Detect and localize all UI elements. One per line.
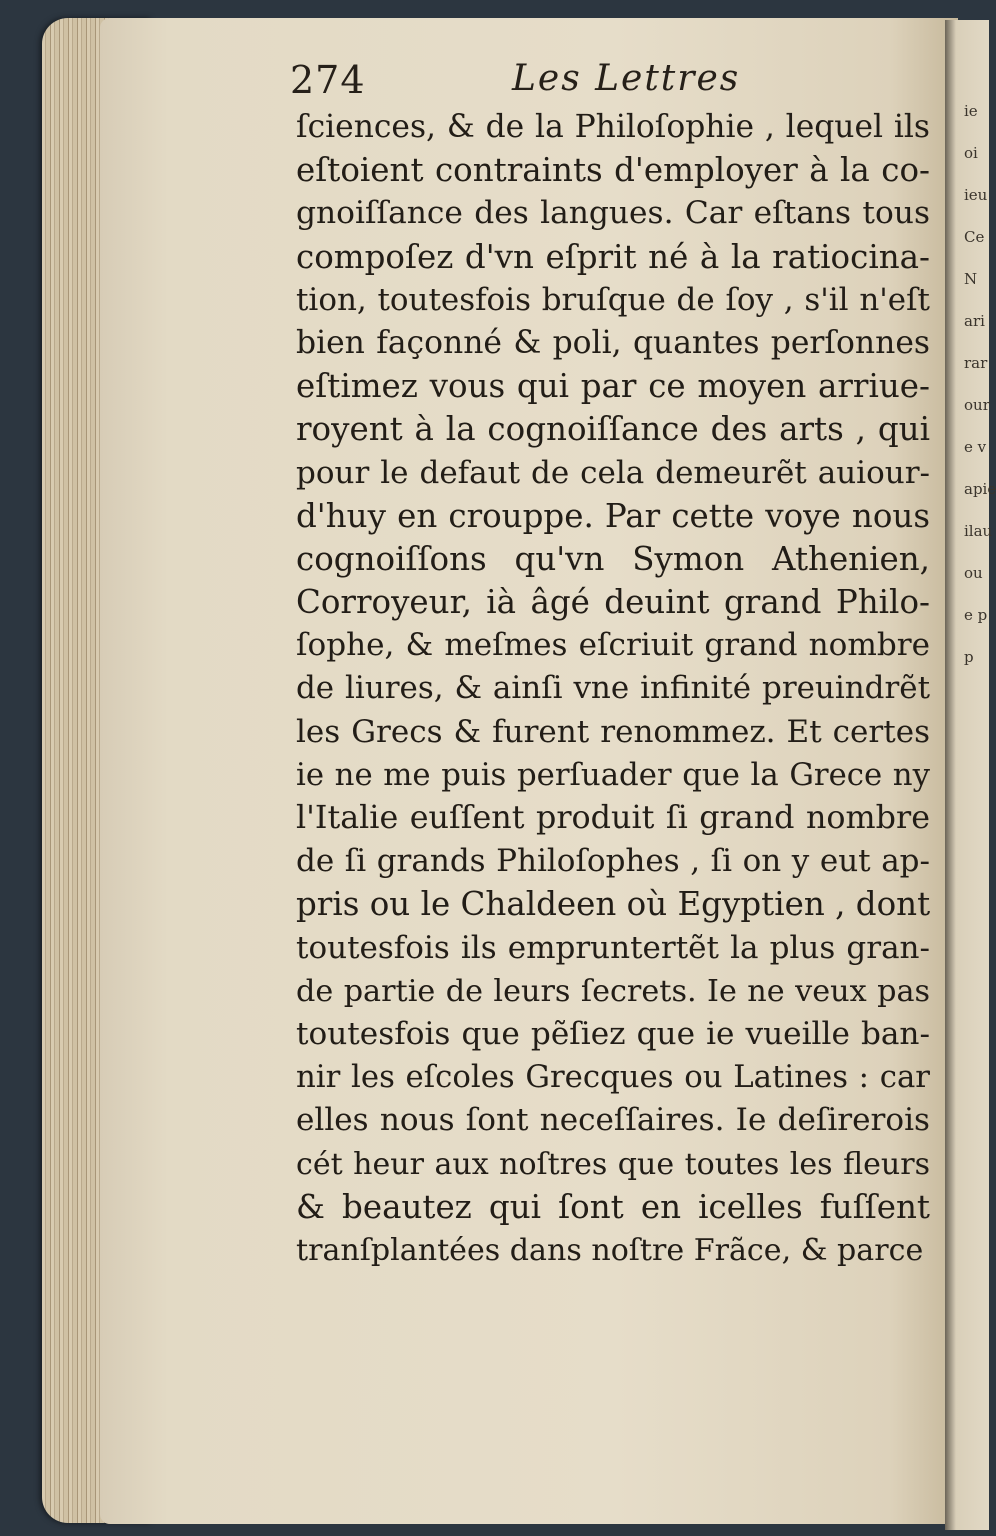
facing-page-fragment: ilau [964,522,993,540]
text-line: & beautez qui ſont en icelles fuſſent [296,1187,930,1226]
facing-page-fragment: ari [964,312,985,330]
text-line: toutesfois que pẽſiez que ie vueille ban- [296,1015,930,1052]
text-line: gnoiſſance des langues. Car eſtans tous [296,195,930,232]
facing-page-fragment: ie [964,102,978,120]
text-line: de ſi grands Philoſophes , ſi on y eut ap- [296,843,930,880]
text-line: ie ne me puis perſuader que la Grece ny [296,756,930,793]
facing-page-fragment: ieu [964,186,988,204]
text-line: d'huy en crouppe. Par cette voye nous [296,496,930,535]
text-line: de partie de leurs ſecrets. Ie ne veux pas [296,973,930,1009]
facing-page-fragment: Ce [964,228,985,246]
facing-page-fragment: oi [964,144,978,162]
facing-page-fragment: p [964,648,974,666]
text-line: eſtimez vous qui par ce moyen arriue- [296,367,930,406]
facing-page-fragment: e v [964,438,987,456]
text-line: Corroyeur, ià âgé deuint grand Philo- [296,583,930,622]
text-line: elles nous ſont neceſſaires. Ie deſirerois [296,1102,930,1139]
text-line: royent à la cognoiſſance des arts , qui [296,410,930,449]
facing-page-fragment: ou [964,564,983,582]
text-line: bien façonné & poli, quantes perſonnes [296,324,930,361]
body-text [296,106,930,1272]
text-line: cognoiſſons qu'vn Symon Athenien, [296,539,930,578]
text-line: de liures, & ainſi vne infinité preuindrẽt [296,670,930,707]
facing-page-fragment: N [964,270,978,288]
text-line: nir les eſcoles Grecques ou Latines : car [296,1059,930,1096]
facing-page-fragment: our [964,396,990,414]
facing-page-fragment: apie [964,480,996,498]
facing-page-fragment: rar [964,354,988,372]
facing-page-fragment: e p [964,606,988,624]
text-line: pour le defaut de cela demeurẽt auiour- [296,454,930,491]
text-line: ſophe, & meſmes eſcriuit grand nombre [296,627,930,664]
text-line: tion, toutesfois bruſque de ſoy , s'il n'eſt [296,281,930,318]
text-line: l'Italie euſſent produit ſi grand nombre [296,800,930,836]
text-line: toutesfois ils empruntertẽt la plus gran- [296,929,930,966]
running-title: Les Lettres [512,58,741,99]
text-line: compoſez d'vn eſprit né à la ratiocina- [296,237,930,276]
text-line: pris ou le Chaldeen où Egyptien , dont [296,885,931,924]
text-line: ſciences, & de la Philoſophie , lequel ils [296,109,930,145]
text-line: cét heur aux noſtres que toutes les fleurs [296,1146,930,1182]
facing-page-edge-text [964,90,996,1440]
page-number: 274 [290,58,366,102]
text-line: eſtoient contraints d'employer à la co- [296,151,930,190]
text-line: les Grecs & furent renommez. Et certes [296,713,930,750]
text-line: tranſplantées dans noſtre Frãce, & parce [296,1232,924,1268]
page-header [290,58,940,108]
